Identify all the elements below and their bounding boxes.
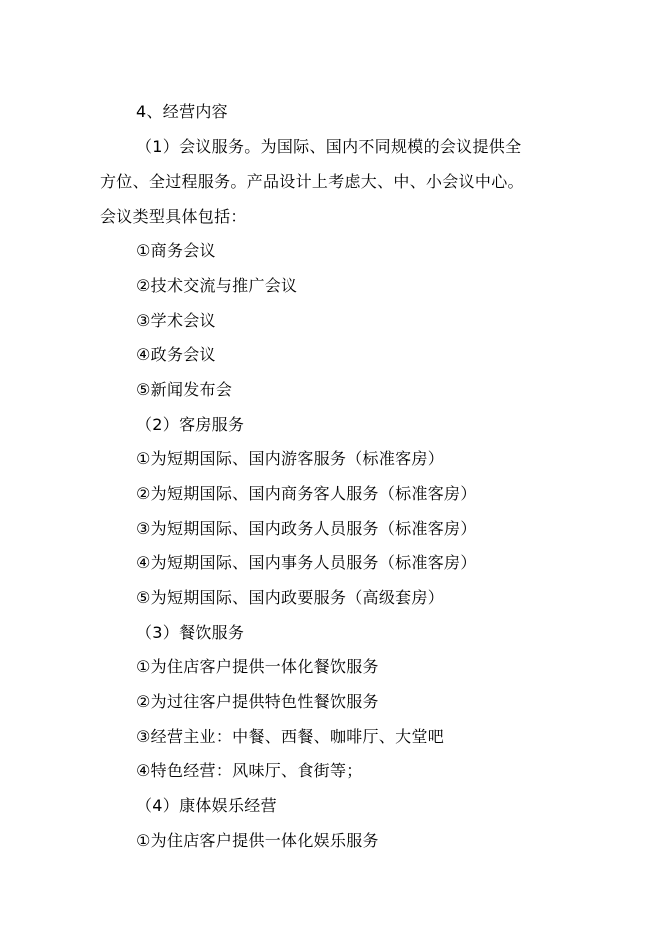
list-item: ⑤为短期国际、国内政要服务（高级套房） xyxy=(136,588,445,607)
list-item: ①为短期国际、国内游客服务（标准客房） xyxy=(136,449,445,468)
dining-title: （3）餐饮服务 xyxy=(136,623,245,642)
section-heading: 4、经营内容 xyxy=(136,102,228,121)
list-item: ④特色经营：风味厅、食街等； xyxy=(136,761,363,780)
conference-paragraph-line-1: （1）会议服务。为国际、国内不同规模的会议提供全 xyxy=(136,137,522,156)
conference-paragraph-line-3: 会议类型具体包括： xyxy=(100,207,247,226)
recreation-title: （4）康体娱乐经营 xyxy=(136,796,277,815)
list-item: ⑤新闻发布会 xyxy=(136,380,233,399)
list-item: ②技术交流与推广会议 xyxy=(136,276,298,295)
list-item: ③学术会议 xyxy=(136,311,216,330)
list-item: ②为过往客户提供特色性餐饮服务 xyxy=(136,692,379,711)
list-item: ①为住店客户提供一体化娱乐服务 xyxy=(136,831,379,850)
list-item: ②为短期国际、国内商务客人服务（标准客房） xyxy=(136,484,477,503)
list-item: ③为短期国际、国内政务人员服务（标准客房） xyxy=(136,519,477,538)
list-item: ①为住店客户提供一体化餐饮服务 xyxy=(136,657,379,676)
list-item: ④政务会议 xyxy=(136,345,216,364)
list-item: ③经营主业：中餐、西餐、咖啡厅、大堂吧 xyxy=(136,727,445,746)
rooms-title: （2）客房服务 xyxy=(136,415,245,434)
list-item: ①商务会议 xyxy=(136,241,216,260)
conference-paragraph-line-2: 方位、全过程服务。产品设计上考虑大、中、小会议中心。 xyxy=(100,172,524,191)
list-item: ④为短期国际、国内事务人员服务（标准客房） xyxy=(136,553,477,572)
